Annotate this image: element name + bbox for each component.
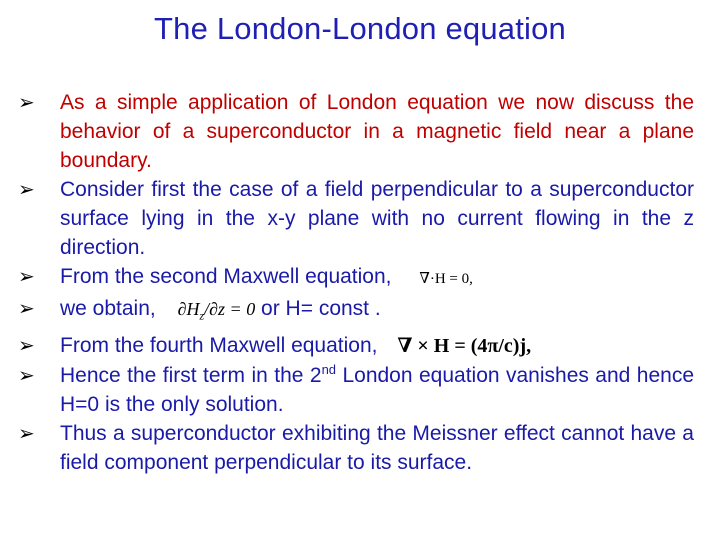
arrowhead-bullet-icon: ➢ xyxy=(18,177,35,201)
bullet-list xyxy=(18,88,694,477)
arrowhead-bullet-icon: ➢ xyxy=(18,420,35,445)
bullet-item xyxy=(18,262,694,294)
bullet-text: Thus a superconductor exhibiting the Meissner effect cannot have a field component perpendicular to its surface. xyxy=(60,421,694,474)
superscript: nd xyxy=(321,361,337,377)
bullet-text: London equation vanishes and hence H=0 is the only solution. xyxy=(60,363,694,416)
equation-part: /∂z = 0 xyxy=(204,299,256,319)
arrowhead-bullet-icon: ➢ xyxy=(18,90,35,114)
slide-title: The London-London equation xyxy=(154,11,566,46)
bullet-item xyxy=(18,175,694,262)
bullet-text: we obtain, xyxy=(60,297,156,320)
bullet-text: From the fourth Maxwell equation, xyxy=(60,333,378,357)
equation-part: ∂H xyxy=(177,299,200,319)
arrowhead-bullet-icon: ➢ xyxy=(18,264,35,288)
equation xyxy=(178,295,256,331)
bullet-item xyxy=(18,419,694,477)
bullet-item xyxy=(18,88,694,175)
bullet-text: Consider first the case of a field perpendicular to a superconductor surface lying in the x-y plane with no current flowing in the z direction. xyxy=(60,178,694,259)
arrowhead-bullet-icon: ➢ xyxy=(18,296,35,320)
bullet-item xyxy=(18,361,694,419)
bullet-text: As a simple application of London equation we now discuss the behavior of a superconductor in a magnetic field near a plane boundary. xyxy=(60,91,694,172)
equation: ∇·H = 0, xyxy=(419,271,473,287)
arrowhead-bullet-icon: ➢ xyxy=(18,362,35,387)
bullet-text-after: or H= const . xyxy=(261,297,381,320)
bullet-text: Hence the first term in the 2 xyxy=(60,363,322,387)
bullet-text: From the second Maxwell equation, xyxy=(60,265,392,288)
equation: ∇ × H = (4π/c)j, xyxy=(397,334,532,357)
arrowhead-bullet-icon: ➢ xyxy=(18,332,35,357)
bullet-item xyxy=(18,331,694,361)
equation-subscript: z xyxy=(199,308,205,323)
bullet-item xyxy=(18,294,694,331)
